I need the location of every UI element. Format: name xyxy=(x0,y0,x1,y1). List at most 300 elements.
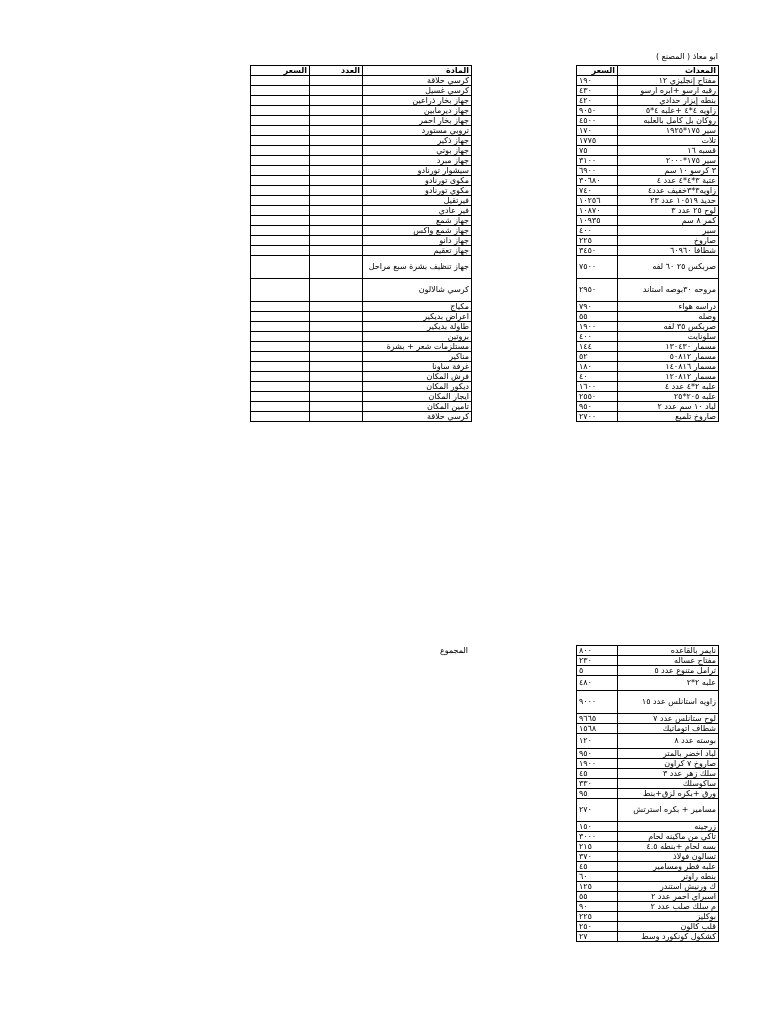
table-row xyxy=(577,912,719,922)
equipment-name-cell: مسمار ١٢٠٨١٢ xyxy=(618,372,719,382)
table-row xyxy=(577,882,719,892)
material-price-cell xyxy=(251,206,310,216)
table-row xyxy=(251,372,472,382)
equipment-name-cell: نايمر بالقاعده xyxy=(618,646,719,656)
equipment-name-cell: سير xyxy=(618,226,719,236)
material-name-cell: طاولة بديكير xyxy=(363,322,472,332)
material-name-cell: جهاز ذكير xyxy=(363,136,472,146)
material-price-cell xyxy=(251,256,310,279)
material-price-cell xyxy=(251,279,310,302)
table-row xyxy=(577,196,719,206)
material-qty-cell xyxy=(310,322,363,332)
equipment-name-cell: مسمار ١٤٠٨١٦ xyxy=(618,362,719,372)
material-name-cell: تروبي مستورد xyxy=(363,126,472,136)
material-price-cell xyxy=(251,106,310,116)
material-name-cell: فيرتقيل xyxy=(363,196,472,206)
material-price-cell xyxy=(251,196,310,206)
table-row xyxy=(577,86,719,96)
equipment-price-cell: ١٥٠ xyxy=(577,822,618,832)
material-price-cell xyxy=(251,362,310,372)
material-name-cell: جهاز ديرمابين xyxy=(363,106,472,116)
equipment-price-cell: ٣٣٠ xyxy=(577,779,618,789)
equipment-price-cell: ١٠٢٥٦ xyxy=(577,196,618,206)
equipment-price-cell: ٤٢٠ xyxy=(577,96,618,106)
table-row xyxy=(251,176,472,186)
table-row xyxy=(251,362,472,372)
table-row xyxy=(577,322,719,332)
equipment-name-cell: لوح ٢٥ عدد ٣ xyxy=(618,206,719,216)
table-row xyxy=(577,922,719,932)
equipment-name-cell: قسبه ١٦ xyxy=(618,146,719,156)
material-qty-cell xyxy=(310,279,363,302)
equipment-name-cell: مسامير + بكره استرتش xyxy=(618,799,719,822)
table-row xyxy=(577,332,719,342)
table-row xyxy=(577,96,719,106)
materials-rows xyxy=(251,76,472,422)
table-row xyxy=(251,76,472,86)
equipment-price-cell: ٧٩٠ xyxy=(577,302,618,312)
table-row xyxy=(577,206,719,216)
equipment-name-cell: م سلك صلب عدد ٢ xyxy=(618,902,719,912)
equipment-name-cell: ساكوسلك xyxy=(618,779,719,789)
table-row xyxy=(577,216,719,226)
material-name-cell: فرش المكان xyxy=(363,372,472,382)
table-row xyxy=(251,126,472,136)
equipment-price-cell: ١٢٠ xyxy=(577,734,618,749)
table-row xyxy=(251,302,472,312)
equipment-name-cell: لباد ١٠ سم عدد ٢ xyxy=(618,402,719,412)
material-price-cell xyxy=(251,146,310,156)
equipment-continued-rows xyxy=(577,646,719,942)
material-name-cell: جهاز شمع xyxy=(363,216,472,226)
material-qty-cell xyxy=(310,302,363,312)
table-row xyxy=(577,146,719,156)
equipment-price-cell: ٣٧٠ xyxy=(577,852,618,862)
material-qty-cell xyxy=(310,176,363,186)
table-row xyxy=(251,322,472,332)
equipment-header-price: السعر xyxy=(577,66,618,76)
table-row xyxy=(577,352,719,362)
table-row xyxy=(577,724,719,734)
table-row xyxy=(251,312,472,322)
material-name-cell: جهاز تنظيف بشرة سبع مراحل xyxy=(363,256,472,279)
material-price-cell xyxy=(251,236,310,246)
equipment-name-cell: رقبه ارسو +ابره ارسو xyxy=(618,86,719,96)
material-qty-cell xyxy=(310,106,363,116)
table-row xyxy=(577,76,719,86)
equipment-name-cell: صاروخ ٧ كراون xyxy=(618,759,719,769)
equipment-name-cell: حديد ١٠٥١٩ عدد ٢٣ xyxy=(618,196,719,206)
material-name-cell: مكياج xyxy=(363,302,472,312)
table-row xyxy=(577,759,719,769)
table-row xyxy=(577,256,719,279)
material-price-cell xyxy=(251,96,310,106)
equipment-price-cell: ٩٠ xyxy=(577,902,618,912)
material-qty-cell xyxy=(310,362,363,372)
equipment-price-cell: ١٩٠٠ xyxy=(577,322,618,332)
equipment-price-cell: ٦٠ xyxy=(577,872,618,882)
equipment-price-cell: ٩٠٠٠ xyxy=(577,691,618,714)
equipment-price-cell: ٩٦٦٥ xyxy=(577,714,618,724)
equipment-price-cell: ٢١٥ xyxy=(577,842,618,852)
table-row xyxy=(577,246,719,256)
equipment-name-cell: دراسه هواء xyxy=(618,302,719,312)
equipment-name-cell: علبه ٢*٤ عدد ٤ xyxy=(618,382,719,392)
table-row xyxy=(251,186,472,196)
table-row xyxy=(577,392,719,402)
equipment-price-cell: ٢٢٥ xyxy=(577,912,618,922)
material-price-cell xyxy=(251,176,310,186)
equipment-price-cell: ١٦٠٠ xyxy=(577,382,618,392)
material-name-cell: مناكير xyxy=(363,352,472,362)
table-row xyxy=(251,206,472,216)
equipment-name-cell: سلك زهر عدد ٣ xyxy=(618,769,719,779)
table-row xyxy=(577,226,719,236)
equipment-price-cell: ٤٥ xyxy=(577,862,618,872)
material-price-cell xyxy=(251,402,310,412)
equipment-name-cell: بنطه راوتر xyxy=(618,872,719,882)
equipment-price-cell: ٤٥ xyxy=(577,769,618,779)
equipment-name-cell: سير ١٧٥*٢٠٠٠ xyxy=(618,156,719,166)
table-row xyxy=(577,382,719,392)
material-name-cell: كرسي غسيل xyxy=(363,86,472,96)
table-row xyxy=(577,852,719,862)
table-row xyxy=(577,691,719,714)
table-row xyxy=(577,412,719,422)
table-row xyxy=(577,822,719,832)
table-row xyxy=(577,312,719,322)
material-qty-cell xyxy=(310,86,363,96)
table-row xyxy=(577,714,719,724)
equipment-price-cell: ٤٠٠ xyxy=(577,332,618,342)
material-name-cell: جهاز بوتي xyxy=(363,146,472,156)
material-qty-cell xyxy=(310,352,363,362)
table-row xyxy=(577,789,719,799)
equipment-name-cell: كشكول كونكورد وسط xyxy=(618,932,719,942)
total-label: المجموع xyxy=(440,646,468,655)
material-price-cell xyxy=(251,226,310,236)
equipment-name-cell: علبه فطر ومسامير xyxy=(618,862,719,872)
equipment-price-cell: ٥٥ xyxy=(577,892,618,902)
equipment-rows xyxy=(577,76,719,422)
materials-header-item: المادة xyxy=(363,66,472,76)
table-row xyxy=(251,216,472,226)
equipment-price-cell: ١٧٠ xyxy=(577,126,618,136)
table-row xyxy=(577,734,719,749)
equipment-price-cell: ٢٧ xyxy=(577,932,618,942)
equipment-name-cell: بسه لحام +بنطه ٤.٥ xyxy=(618,842,719,852)
material-name-cell: جهاز شمع واكس xyxy=(363,226,472,236)
equipment-name-cell: شطافا ٦٠٩٦٠ xyxy=(618,246,719,256)
equipment-price-cell: ٥ xyxy=(577,666,618,676)
material-qty-cell xyxy=(310,216,363,226)
table-row xyxy=(577,769,719,779)
material-price-cell xyxy=(251,302,310,312)
equipment-price-cell: ١٠٩٣٥ xyxy=(577,216,618,226)
equipment-price-cell: ١٩٠٠ xyxy=(577,759,618,769)
equipment-name-cell: بنطه إيزار حدادي xyxy=(618,96,719,106)
equipment-name-cell: صربكس ٢٥ ٦٠ لفه xyxy=(618,256,719,279)
equipment-name-cell: سير ١٧٥*١٩٢٥ xyxy=(618,126,719,136)
table-row xyxy=(251,236,472,246)
equipment-price-cell: ١٠٨٧٠ xyxy=(577,206,618,216)
table-row xyxy=(577,136,719,146)
table-row xyxy=(251,166,472,176)
equipment-table-continued xyxy=(576,645,719,942)
material-name-cell: مستلزمات شعر + بشرة xyxy=(363,342,472,352)
table-row xyxy=(577,279,719,302)
equipment-price-cell: ٣١٠٠ xyxy=(577,156,618,166)
table-row xyxy=(577,126,719,136)
material-name-cell: سيشوار تورنادو xyxy=(363,166,472,176)
table-row xyxy=(577,362,719,372)
material-price-cell xyxy=(251,342,310,352)
table-row xyxy=(251,382,472,392)
material-price-cell xyxy=(251,382,310,392)
material-qty-cell xyxy=(310,256,363,279)
material-price-cell xyxy=(251,332,310,342)
table-row xyxy=(251,332,472,342)
equipment-name-cell: لوح ستانلس عدد ٧ xyxy=(618,714,719,724)
equipment-price-cell: ١٧٧٥ xyxy=(577,136,618,146)
material-qty-cell xyxy=(310,332,363,342)
material-name-cell: فير عادي xyxy=(363,206,472,216)
table-row xyxy=(577,872,719,882)
table-row xyxy=(577,236,719,246)
material-price-cell xyxy=(251,322,310,332)
equipment-price-cell: ٩٥٠ xyxy=(577,749,618,759)
equipment-name-cell: قلب كالون xyxy=(618,922,719,932)
material-name-cell: مكوى تورنادو xyxy=(363,176,472,186)
equipment-price-cell: ٩٥٠ xyxy=(577,402,618,412)
material-name-cell: بروتين xyxy=(363,332,472,342)
equipment-price-cell: ٩٥ xyxy=(577,789,618,799)
material-price-cell xyxy=(251,412,310,422)
page-title: ابو معاذ ( المصنع ) xyxy=(655,52,718,61)
equipment-name-cell: لباد اخضر بالمتر xyxy=(618,749,719,759)
equipment-price-cell: ٧٥٠٠ xyxy=(577,256,618,279)
material-qty-cell xyxy=(310,206,363,216)
material-price-cell xyxy=(251,126,310,136)
equipment-price-cell: ١٨٠ xyxy=(577,362,618,372)
equipment-name-cell: ٣ كرسو ١٠ سم xyxy=(618,166,719,176)
material-qty-cell xyxy=(310,342,363,352)
equipment-name-cell: صاروخ تلميع xyxy=(618,412,719,422)
table-row xyxy=(577,302,719,312)
table-row xyxy=(577,176,719,186)
materials-header-qty: العدد xyxy=(310,66,363,76)
material-name-cell: جهاز تعقيم xyxy=(363,246,472,256)
material-price-cell xyxy=(251,216,310,226)
material-qty-cell xyxy=(310,166,363,176)
equipment-price-cell: ٥٥ xyxy=(577,312,618,322)
equipment-name-cell: ورق +بكره لزق+بنط xyxy=(618,789,719,799)
material-qty-cell xyxy=(310,156,363,166)
equipment-name-cell: زرجينه xyxy=(618,822,719,832)
material-price-cell xyxy=(251,136,310,146)
table-row xyxy=(251,246,472,256)
equipment-price-cell: ٤٣٠ xyxy=(577,86,618,96)
material-qty-cell xyxy=(310,116,363,126)
table-row xyxy=(577,842,719,852)
material-qty-cell xyxy=(310,136,363,146)
equipment-header-row xyxy=(577,66,719,76)
equipment-table xyxy=(576,65,719,422)
material-price-cell xyxy=(251,166,310,176)
equipment-name-cell: مفتاح عساله xyxy=(618,656,719,666)
equipment-price-cell: ٤٨٠ xyxy=(577,676,618,691)
equipment-price-cell: ٢٢٥ xyxy=(577,236,618,246)
material-price-cell xyxy=(251,186,310,196)
table-row xyxy=(251,146,472,156)
material-qty-cell xyxy=(310,312,363,322)
material-price-cell xyxy=(251,156,310,166)
material-qty-cell xyxy=(310,372,363,382)
material-price-cell xyxy=(251,116,310,126)
equipment-name-cell: علبه ٢٠٥*٢٥ xyxy=(618,392,719,402)
equipment-price-cell: ٩٠٥٠ xyxy=(577,106,618,116)
material-name-cell: ايجار المكان xyxy=(363,392,472,402)
equipment-price-cell: ٣٠٦٨٠ xyxy=(577,176,618,186)
equipment-name-cell: مسمار ١٣٠٤٣٠ xyxy=(618,342,719,352)
equipment-name-cell: مفتاح إنجليزي ١٢ xyxy=(618,76,719,86)
material-price-cell xyxy=(251,86,310,96)
table-row xyxy=(577,749,719,759)
table-row xyxy=(577,779,719,789)
equipment-name-cell: وصله xyxy=(618,312,719,322)
material-name-cell: غرفة ساونا xyxy=(363,362,472,372)
equipment-price-cell: ١٤٤ xyxy=(577,342,618,352)
equipment-name-cell: سلونايت xyxy=(618,332,719,342)
equipment-name-cell: بوكليز xyxy=(618,912,719,922)
equipment-name-cell: عتبة ٣*٤*٤ عدد ٤ xyxy=(618,176,719,186)
material-price-cell xyxy=(251,352,310,362)
table-row xyxy=(577,862,719,872)
material-name-cell: جهاز دانو xyxy=(363,236,472,246)
equipment-price-cell: ٢٧٠٠ xyxy=(577,412,618,422)
equipment-name-cell: صربكس ٣٥ لفه xyxy=(618,322,719,332)
table-row xyxy=(577,116,719,126)
table-row xyxy=(251,136,472,146)
equipment-price-cell: ٥٢ xyxy=(577,352,618,362)
table-row xyxy=(251,86,472,96)
equipment-name-cell: شطاف اتوماتيك xyxy=(618,724,719,734)
material-qty-cell xyxy=(310,196,363,206)
material-qty-cell xyxy=(310,126,363,136)
equipment-header-item: المعدات xyxy=(618,66,719,76)
materials-header-row xyxy=(251,66,472,76)
material-name-cell: تامين المكان xyxy=(363,402,472,412)
equipment-name-cell: ترامل متنوع عدد ٥ xyxy=(618,666,719,676)
materials-header-price: السعر xyxy=(251,66,310,76)
material-qty-cell xyxy=(310,226,363,236)
table-row xyxy=(251,279,472,302)
table-row xyxy=(577,646,719,656)
materials-table xyxy=(250,65,472,422)
table-row xyxy=(251,342,472,352)
table-row xyxy=(577,186,719,196)
table-row xyxy=(577,656,719,666)
table-row xyxy=(251,412,472,422)
material-qty-cell xyxy=(310,392,363,402)
table-row xyxy=(251,226,472,236)
equipment-price-cell: ٢٥٠ xyxy=(577,922,618,932)
table-row xyxy=(577,799,719,822)
table-row xyxy=(577,892,719,902)
table-row xyxy=(577,676,719,691)
equipment-price-cell: ٤٠٠ xyxy=(577,226,618,236)
table-row xyxy=(577,932,719,942)
material-qty-cell xyxy=(310,412,363,422)
equipment-name-cell: زاويه ٤*٤ +علبه ٤*٥ xyxy=(618,106,719,116)
table-row xyxy=(577,166,719,176)
equipment-price-cell: ١٥٦٨ xyxy=(577,724,618,734)
table-row xyxy=(251,156,472,166)
material-price-cell xyxy=(251,392,310,402)
equipment-name-cell: تاكي من ماكينه لحام xyxy=(618,832,719,842)
table-row xyxy=(251,96,472,106)
material-qty-cell xyxy=(310,146,363,156)
material-price-cell xyxy=(251,246,310,256)
table-row xyxy=(251,106,472,116)
equipment-price-cell: ٢٩٥٠ xyxy=(577,279,618,302)
equipment-name-cell: تسالون فولاذ xyxy=(618,852,719,862)
table-row xyxy=(577,666,719,676)
table-row xyxy=(577,106,719,116)
table-row xyxy=(577,902,719,912)
equipment-name-cell: بوسته عدد ٨ xyxy=(618,734,719,749)
equipment-price-cell: ٧٥ xyxy=(577,146,618,156)
table-row xyxy=(251,402,472,412)
table-row xyxy=(251,352,472,362)
equipment-price-cell: ٣٤٥٠ xyxy=(577,246,618,256)
material-price-cell xyxy=(251,312,310,322)
material-name-cell: ديكور المكان xyxy=(363,382,472,392)
material-qty-cell xyxy=(310,96,363,106)
material-name-cell: جهاز بخار احمر xyxy=(363,116,472,126)
material-qty-cell xyxy=(310,382,363,392)
material-name-cell: جهاز مبرد xyxy=(363,156,472,166)
equipment-name-cell: تلات xyxy=(618,136,719,146)
table-row xyxy=(577,372,719,382)
material-qty-cell xyxy=(310,186,363,196)
material-name-cell: كرسي شالالون xyxy=(363,279,472,302)
equipment-price-cell: ٢٣٠ xyxy=(577,656,618,666)
equipment-price-cell: ٢٥٥٠ xyxy=(577,392,618,402)
equipment-price-cell: ٤٠ xyxy=(577,372,618,382)
equipment-price-cell: ٢٧٠ xyxy=(577,799,618,822)
equipment-price-cell: ١٢٥ xyxy=(577,882,618,892)
equipment-name-cell: مروحه ٣٠بوصه استاند xyxy=(618,279,719,302)
material-name-cell: كرسي حلاقة xyxy=(363,412,472,422)
material-name-cell: كرسي حلاقة xyxy=(363,76,472,86)
equipment-name-cell: زاويه٣*٣خفيف عدد٤ xyxy=(618,186,719,196)
table-row xyxy=(251,256,472,279)
material-price-cell xyxy=(251,372,310,382)
equipment-name-cell: علبه ٢*٢ xyxy=(618,676,719,691)
material-name-cell: اعراض بديكير xyxy=(363,312,472,322)
equipment-price-cell: ١٩٠ xyxy=(577,76,618,86)
equipment-price-cell: ٧٤٠ xyxy=(577,186,618,196)
equipment-name-cell: صاروخ xyxy=(618,236,719,246)
equipment-name-cell: روكان بل كامل بالعلبه xyxy=(618,116,719,126)
equipment-price-cell: ٦٩٠٠ xyxy=(577,166,618,176)
equipment-price-cell: ٤٥٠٠ xyxy=(577,116,618,126)
material-name-cell: مكوي تورنادو xyxy=(363,186,472,196)
table-row xyxy=(577,156,719,166)
table-row xyxy=(251,116,472,126)
material-price-cell xyxy=(251,76,310,86)
